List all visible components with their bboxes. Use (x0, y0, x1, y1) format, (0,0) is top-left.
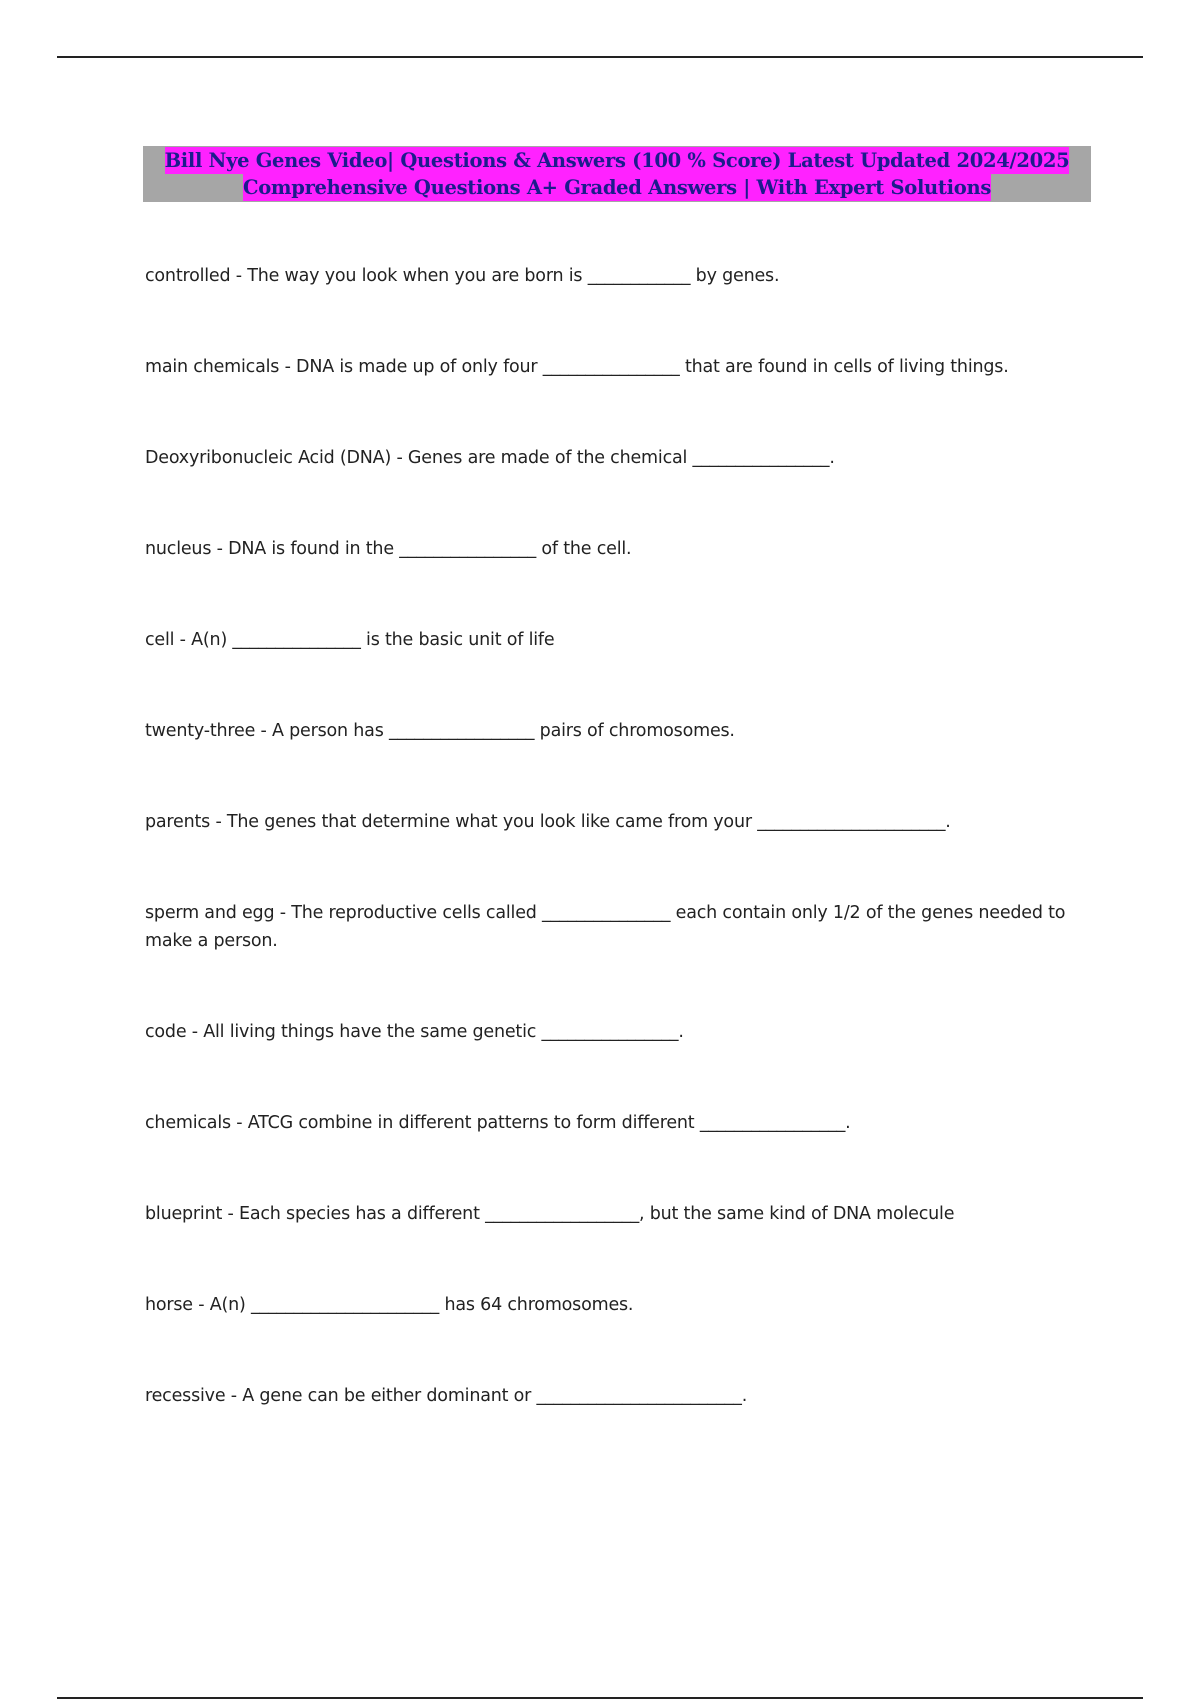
qa-item-controlled: controlled - The way you look when you are born is ____________ by genes. (145, 266, 780, 286)
title-banner (143, 146, 1091, 202)
qa-item-code: code - All living things have the same genetic ________________. (145, 1022, 684, 1042)
top-rule (57, 56, 1143, 58)
qa-item-nucleus: nucleus - DNA is found in the ________________ of the cell. (145, 539, 632, 559)
qa-item-parents: parents - The genes that determine what you look like came from your ______________________. (145, 812, 951, 832)
qa-item-dna: Deoxyribonucleic Acid (DNA) - Genes are made of the chemical ________________. (145, 448, 835, 468)
qa-item-blueprint: blueprint - Each species has a different __________________, but the same kind of DNA molecule (145, 1204, 955, 1224)
qa-item-twenty-three: twenty-three - A person has _________________ pairs of chromosomes. (145, 721, 735, 741)
qa-item-chemicals: chemicals - ATCG combine in different patterns to form different _________________. (145, 1113, 851, 1133)
title-line-2: Comprehensive Questions A+ Graded Answers | With Expert Solutions (242, 176, 992, 199)
qa-item-main-chemicals: main chemicals - DNA is made up of only four ________________ that are found in cells of living things. (145, 357, 1009, 377)
qa-item-cell: cell - A(n) _______________ is the basic unit of life (145, 630, 555, 650)
qa-item-sperm-and-egg: sperm and egg - The reproductive cells called _______________ each contain only 1/2 of the genes needed to make a person. (145, 903, 1066, 951)
title-line-1: Bill Nye Genes Video| Questions & Answers (100 % Score) Latest Updated 2024/2025 (164, 149, 1070, 172)
bottom-rule (57, 1697, 1143, 1699)
qa-item-recessive: recessive - A gene can be either dominant or ________________________. (145, 1386, 748, 1406)
qa-item-horse: horse - A(n) ______________________ has 64 chromosomes. (145, 1295, 634, 1315)
